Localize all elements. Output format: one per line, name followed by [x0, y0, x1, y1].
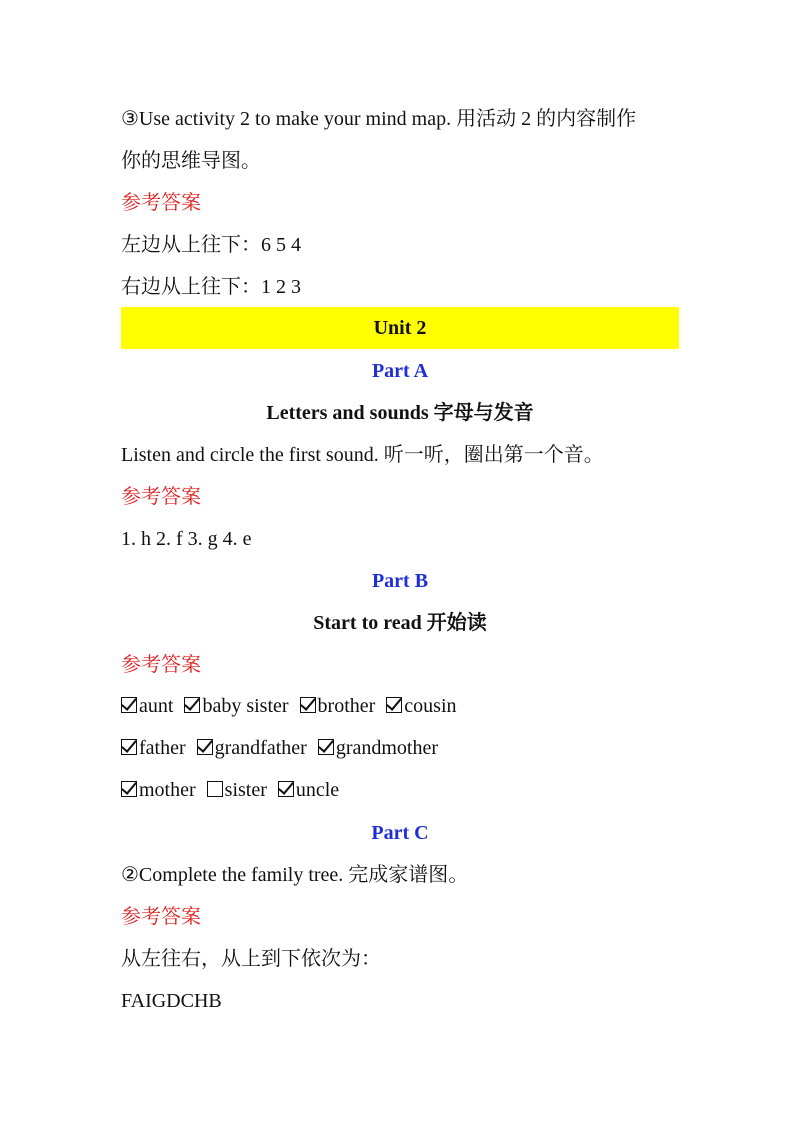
instruction-line-1: ③Use activity 2 to make your mind map. 用活动 2 的内容制作 — [121, 108, 637, 130]
checkbox-option — [121, 734, 186, 762]
checked-box-icon — [386, 697, 402, 713]
part-c-answer-label: 参考答案 — [121, 906, 201, 928]
part-a-title: Part A — [371, 360, 429, 382]
part-c-answer: FAIGDCHB — [121, 990, 222, 1012]
part-b-subtitle: Start to read 开始读 — [313, 612, 487, 634]
checked-box-icon — [197, 739, 213, 755]
part-c-instruction: ②Complete the family tree. 完成家谱图。 — [121, 864, 469, 886]
checkbox-option — [278, 776, 339, 804]
checkbox-row-3 — [121, 776, 679, 804]
part-a-subtitle: Letters and sounds 字母与发音 — [266, 402, 534, 424]
checkbox-label: grandmother — [335, 737, 438, 759]
checked-box-icon — [318, 739, 334, 755]
checked-box-icon — [184, 697, 200, 713]
part-a-instruction: Listen and circle the first sound. 听一听，圈出第一个音。 — [121, 444, 604, 466]
right-answer-line: 右边从上往下：1 2 3 — [121, 276, 301, 298]
checkbox-label: sister — [224, 779, 267, 801]
checkbox-label: cousin — [404, 695, 457, 717]
unit-title: Unit 2 — [121, 307, 679, 349]
empty-box-icon — [207, 781, 223, 797]
left-answer-line: 左边从上往下：6 5 4 — [121, 234, 301, 256]
checkbox-label: baby sister — [202, 695, 289, 717]
answer-label: 参考答案 — [121, 192, 201, 214]
checked-box-icon — [121, 739, 137, 755]
checkbox-label: aunt — [139, 695, 174, 717]
checkbox-label: brother — [317, 695, 376, 717]
checkbox-row-2 — [121, 734, 679, 762]
checked-box-icon — [121, 781, 137, 797]
checked-box-icon — [300, 697, 316, 713]
checkbox-row-1 — [121, 692, 679, 720]
checkbox-label: uncle — [295, 779, 340, 801]
checkbox-option — [386, 692, 456, 720]
checkbox-option — [121, 692, 173, 720]
checkbox-option — [184, 692, 288, 720]
checkbox-option — [300, 692, 376, 720]
checkbox-option — [197, 734, 307, 762]
part-c-title: Part C — [371, 822, 429, 844]
part-b-answer-label: 参考答案 — [121, 654, 201, 676]
part-a-answer-label: 参考答案 — [121, 486, 201, 508]
checked-box-icon — [278, 781, 294, 797]
part-c-order-line: 从左往右，从上到下依次为： — [121, 948, 381, 970]
checkbox-option — [318, 734, 438, 762]
part-a-answers: 1. h 2. f 3. g 4. e — [121, 528, 252, 550]
checkbox-option — [121, 776, 196, 804]
checkbox-label: father — [139, 737, 186, 759]
checkbox-label: mother — [139, 779, 196, 801]
checked-box-icon — [121, 697, 137, 713]
checkbox-option — [207, 776, 267, 804]
part-b-title: Part B — [371, 570, 429, 592]
instruction-line-2: 你的思维导图。 — [121, 150, 261, 172]
checkbox-label: grandfather — [214, 737, 307, 759]
